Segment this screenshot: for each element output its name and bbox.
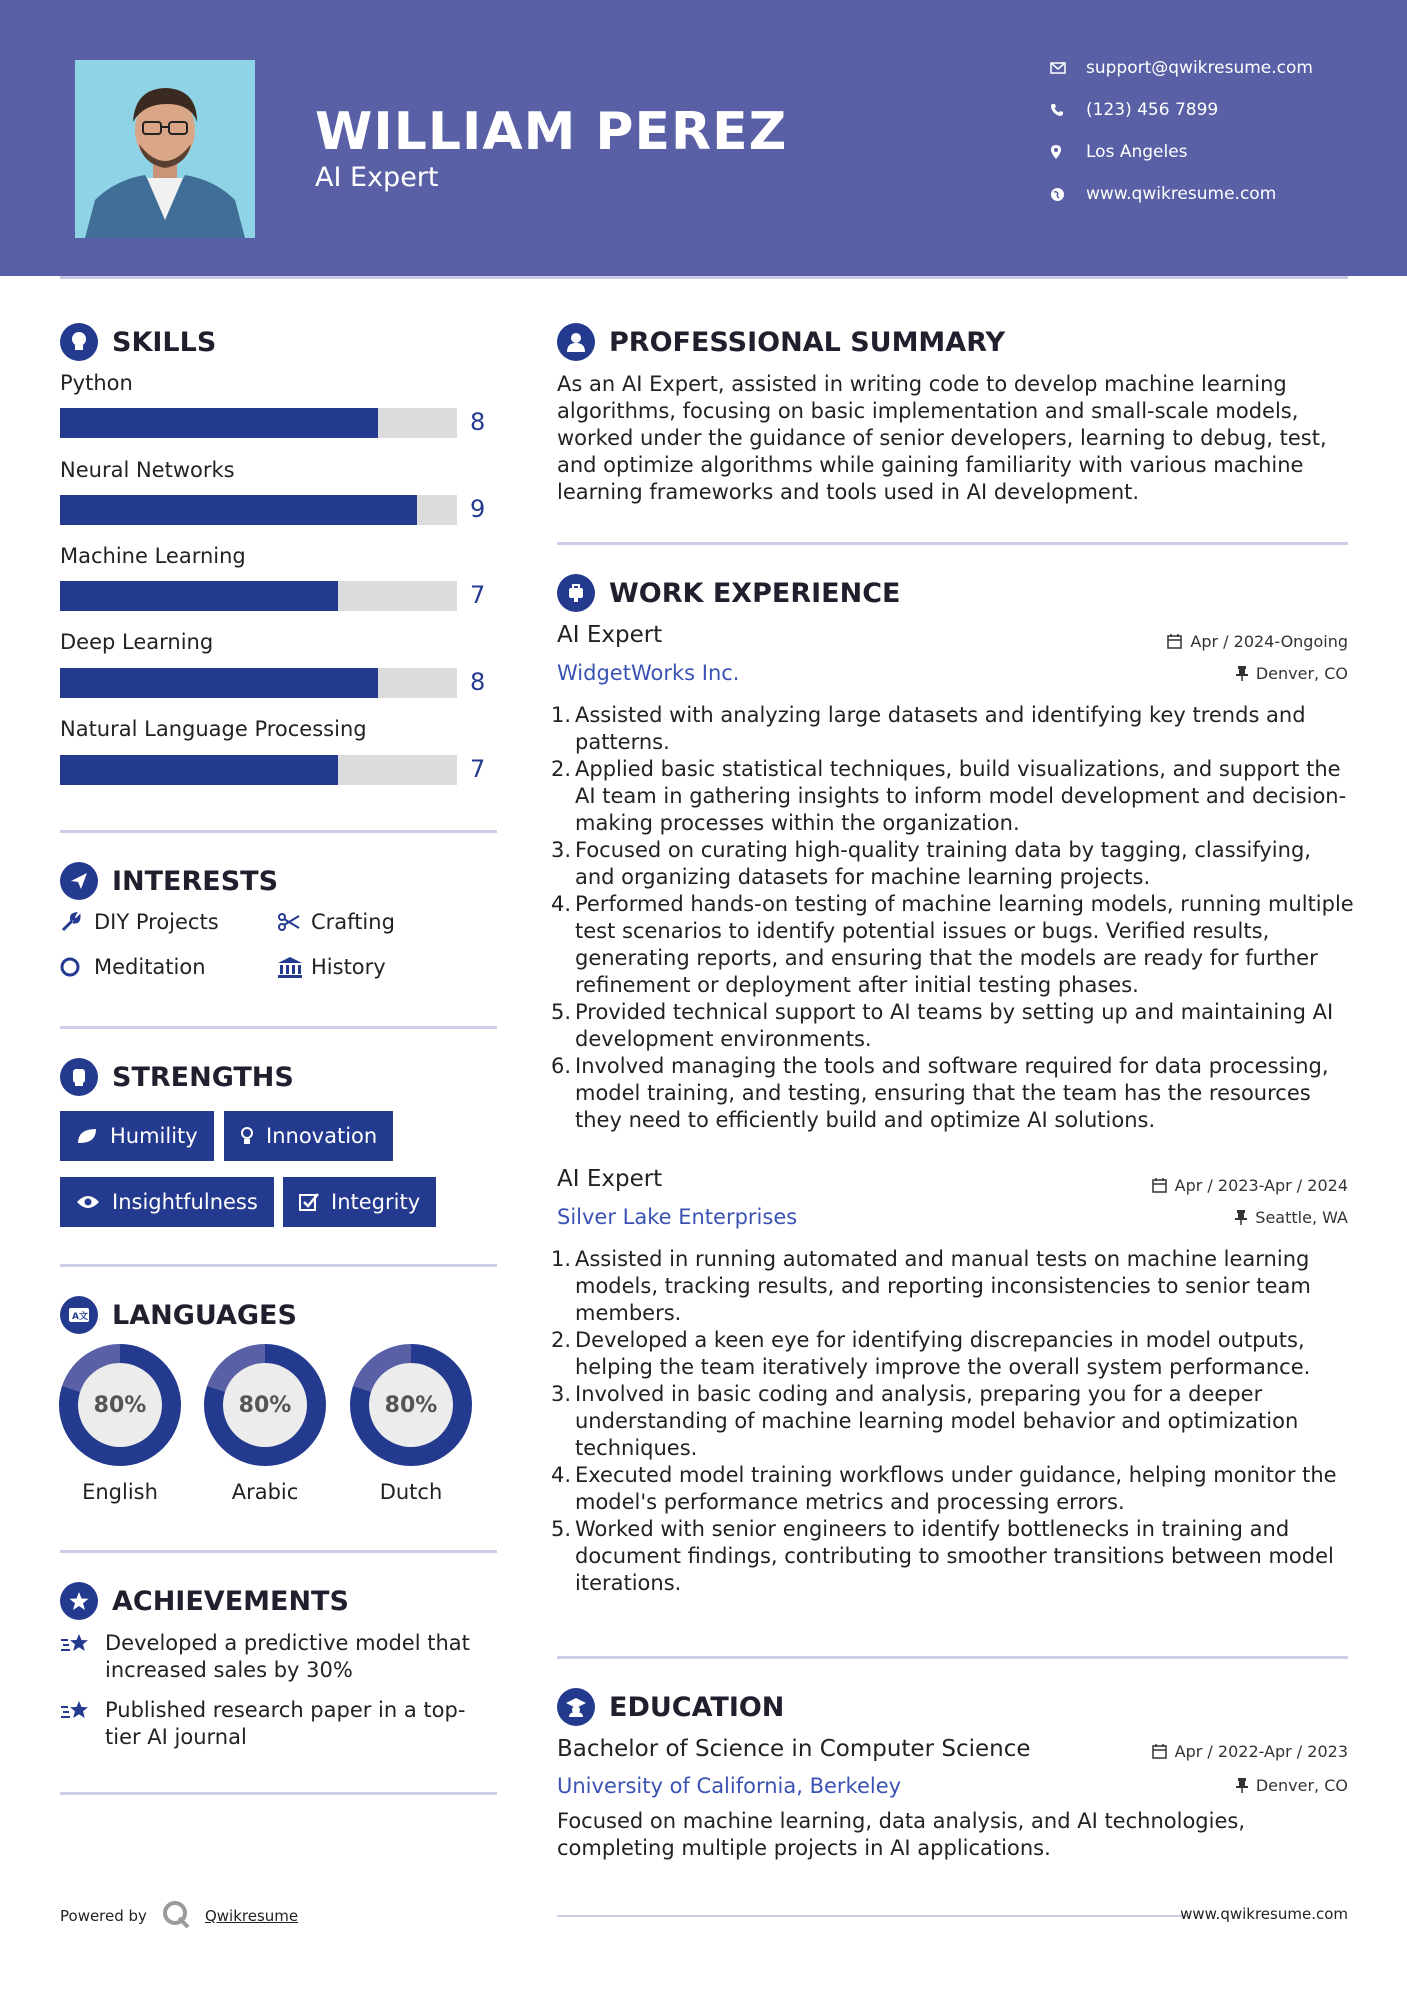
list-item: Developed a keen eye for identifying discrepancies in model outputs, helping the team iteratively improve the overall system performance. (575, 1328, 1311, 1379)
strength-tag: Integrity (283, 1177, 436, 1227)
skill-bar-fill (60, 668, 378, 698)
achievement-item: Developed a predictive model that increased sales by 30% (60, 1630, 480, 1684)
circle-icon (60, 956, 94, 978)
section-divider (60, 1550, 497, 1553)
list-item: Involved in basic coding and analysis, preparing you for a deeper understanding of machine learning model behavior and optimization techniques. (575, 1382, 1299, 1460)
list-item: Assisted in running automated and manual tests on machine learning models, tracking results, and reporting inconsistencies to senior team members. (575, 1247, 1311, 1325)
list-item: Focused on curating high-quality training data by tagging, classifying, and organizing datasets for machine learning projects. (575, 838, 1311, 889)
language-item (59, 1344, 181, 1504)
shooting-star-icon (60, 1630, 105, 1684)
language-name: Dutch (379, 1480, 443, 1504)
lightbulb-icon (60, 323, 98, 361)
strength-tag: Insightfulness (60, 1177, 274, 1227)
fist-icon (60, 1058, 98, 1096)
contact-website[interactable] (1050, 184, 1370, 204)
candidate-role: AI Expert (315, 162, 439, 193)
section-divider (60, 1792, 497, 1795)
skill-value: 8 (470, 668, 486, 696)
section-divider (60, 1264, 497, 1267)
skill-value: 9 (470, 495, 486, 523)
contact-phone-text: (123) 456 7899 (1086, 100, 1219, 120)
candidate-name: WILLIAM PEREZ (315, 102, 788, 162)
skill-bar-fill (60, 495, 417, 525)
job-location: Seattle, WA (1235, 1208, 1348, 1227)
skill-bar-fill (60, 755, 338, 785)
skill-label: Deep Learning (60, 630, 214, 654)
education-description: Focused on machine learning, data analysis, and AI technologies, completing multiple projects in AI applications. (557, 1809, 1245, 1860)
list-item: Provided technical support to AI teams by setting up and maintaining AI development environments. (575, 1000, 1334, 1051)
skill-value: 8 (470, 408, 486, 436)
strengths-heading: STRENGTHS (60, 1058, 294, 1096)
language-percent: 80% (78, 1363, 162, 1447)
qwikresume-logo-icon (161, 1900, 191, 1932)
qwikresume-link[interactable]: Qwikresume (204, 1907, 299, 1925)
pushpin-icon (1236, 1778, 1248, 1793)
education-dates: Apr / 2022-Apr / 2023 (1152, 1742, 1348, 1761)
degree-title: Bachelor of Science in Computer Science (557, 1736, 1031, 1762)
language-item (204, 1344, 326, 1504)
wrench-icon (60, 911, 94, 933)
pushpin-icon (1236, 666, 1248, 681)
scissors-icon (277, 912, 311, 932)
skill-bar (60, 581, 457, 611)
list-item: Applied basic statistical techniques, build visualizations, and support the AI team in gathering insights to inform model development and decision-making processes within the organization. (575, 757, 1347, 835)
company-name: WidgetWorks Inc. (557, 661, 740, 685)
leaf-icon (76, 1127, 98, 1145)
summary-text: As an AI Expert, assisted in writing code to develop machine learning algorithms, focusing on basic implementation and small-scale models, worked under the guidance of senior developers, learning to debug, test, and optimize algorithms while gaining familiarity with various machine learning frameworks and tools used in AI development. (557, 372, 1327, 504)
envelope-icon (1050, 62, 1086, 74)
skills-heading: SKILLS (60, 323, 216, 361)
shooting-star-icon (60, 1697, 105, 1751)
skill-bar (60, 668, 457, 698)
section-divider (557, 542, 1348, 545)
skill-label: Neural Networks (60, 458, 235, 482)
interest-item: History (277, 955, 386, 979)
pushpin-icon (1235, 1210, 1247, 1225)
map-pin-icon (1050, 144, 1086, 160)
language-item (350, 1344, 472, 1504)
languages-heading: A文 LANGUAGES (60, 1296, 297, 1334)
profile-photo (75, 60, 255, 238)
experience-heading: WORK EXPERIENCE (557, 574, 900, 612)
duties-list (557, 702, 1357, 1134)
calendar-icon (1167, 634, 1182, 649)
contact-email-text: support@qwikresume.com (1086, 58, 1313, 78)
language-ring (204, 1344, 326, 1466)
contact-website-text: www.qwikresume.com (1086, 184, 1277, 204)
skill-bar (60, 755, 457, 785)
list-item: Performed hands-on testing of machine learning models, running multiple test scenarios to identify potential issues or bugs. Verified results, generating reports, and ensuring that the models are ready for further refinement or deployment after initial testing phases. (575, 892, 1354, 997)
museum-icon (277, 956, 311, 978)
skill-bar-fill (60, 408, 378, 438)
summary-heading: PROFESSIONAL SUMMARY (557, 323, 1005, 361)
strength-tag: Innovation (224, 1111, 393, 1161)
user-icon (557, 323, 595, 361)
header-divider (60, 276, 1348, 279)
duties-list (557, 1246, 1357, 1597)
footer-website[interactable]: www.qwikresume.com (1180, 1905, 1348, 1923)
education-location: Denver, CO (1236, 1776, 1348, 1795)
section-divider (60, 830, 497, 833)
skill-value: 7 (470, 581, 486, 609)
interest-item: Crafting (277, 910, 395, 934)
footer-divider (557, 1915, 1187, 1917)
language-percent: 80% (223, 1363, 307, 1447)
lightbulb-icon (240, 1126, 254, 1146)
job-title: AI Expert (557, 1166, 663, 1192)
interest-item: Meditation (60, 955, 206, 979)
section-divider (60, 1026, 497, 1029)
eye-icon (76, 1194, 100, 1210)
interests-heading: INTERESTS (60, 862, 278, 900)
briefcase-icon (557, 574, 595, 612)
job-title: AI Expert (557, 622, 663, 648)
phone-icon (1050, 103, 1086, 117)
language-percent: 80% (369, 1363, 453, 1447)
list-item: Executed model training workflows under guidance, helping monitor the model's performance metrics and processing errors. (575, 1463, 1337, 1514)
job-dates: Apr / 2023-Apr / 2024 (1152, 1176, 1348, 1195)
svg-text:A文: A文 (72, 1312, 88, 1322)
job-dates: Apr / 2024-Ongoing (1167, 632, 1348, 651)
language-name: English (82, 1480, 158, 1504)
skill-bar (60, 408, 457, 438)
language-name: Arabic (231, 1480, 299, 1504)
skill-bar (60, 495, 457, 525)
powered-by-label: Powered by (60, 1907, 147, 1925)
company-name: Silver Lake Enterprises (557, 1205, 798, 1229)
star-badge-icon (60, 1582, 98, 1620)
language-ring (59, 1344, 181, 1466)
powered-by (60, 1900, 298, 1932)
skill-bar-fill (60, 581, 338, 611)
language-icon (60, 1296, 98, 1334)
contact-location-text: Los Angeles (1086, 142, 1188, 162)
education-heading: EDUCATION (557, 1688, 784, 1726)
list-item: Involved managing the tools and software required for data processing, model training, and testing, ensuring that the team has the resources they need to efficiently build and optimize AI solutions. (575, 1054, 1329, 1132)
skill-label: Python (60, 371, 133, 395)
school-name: University of California, Berkeley (557, 1774, 902, 1798)
language-ring (350, 1344, 472, 1466)
contact-email[interactable] (1050, 58, 1370, 78)
checkbox-icon (299, 1192, 319, 1212)
contact-location (1050, 142, 1370, 162)
globe-icon (1050, 187, 1086, 202)
contact-phone[interactable] (1050, 100, 1370, 120)
paper-plane-icon (60, 862, 98, 900)
graduate-icon (557, 1688, 595, 1726)
calendar-icon (1152, 1178, 1167, 1193)
resume-header (0, 0, 1407, 276)
section-divider (557, 1656, 1348, 1659)
calendar-icon (1152, 1744, 1167, 1759)
list-item: Worked with senior engineers to identify bottlenecks in training and document findings, contributing to smoother transitions between model iterations. (575, 1517, 1334, 1595)
strength-tag: Humility (60, 1111, 214, 1161)
job-location: Denver, CO (1236, 664, 1348, 683)
interest-item: DIY Projects (60, 910, 219, 934)
skill-label: Machine Learning (60, 544, 246, 568)
achievement-item: Published research paper in a top-tier AI journal (60, 1697, 480, 1751)
skill-label: Natural Language Processing (60, 717, 367, 741)
skill-value: 7 (470, 755, 486, 783)
achievements-heading: ACHIEVEMENTS (60, 1582, 349, 1620)
list-item: Assisted with analyzing large datasets and identifying key trends and patterns. (575, 703, 1306, 754)
